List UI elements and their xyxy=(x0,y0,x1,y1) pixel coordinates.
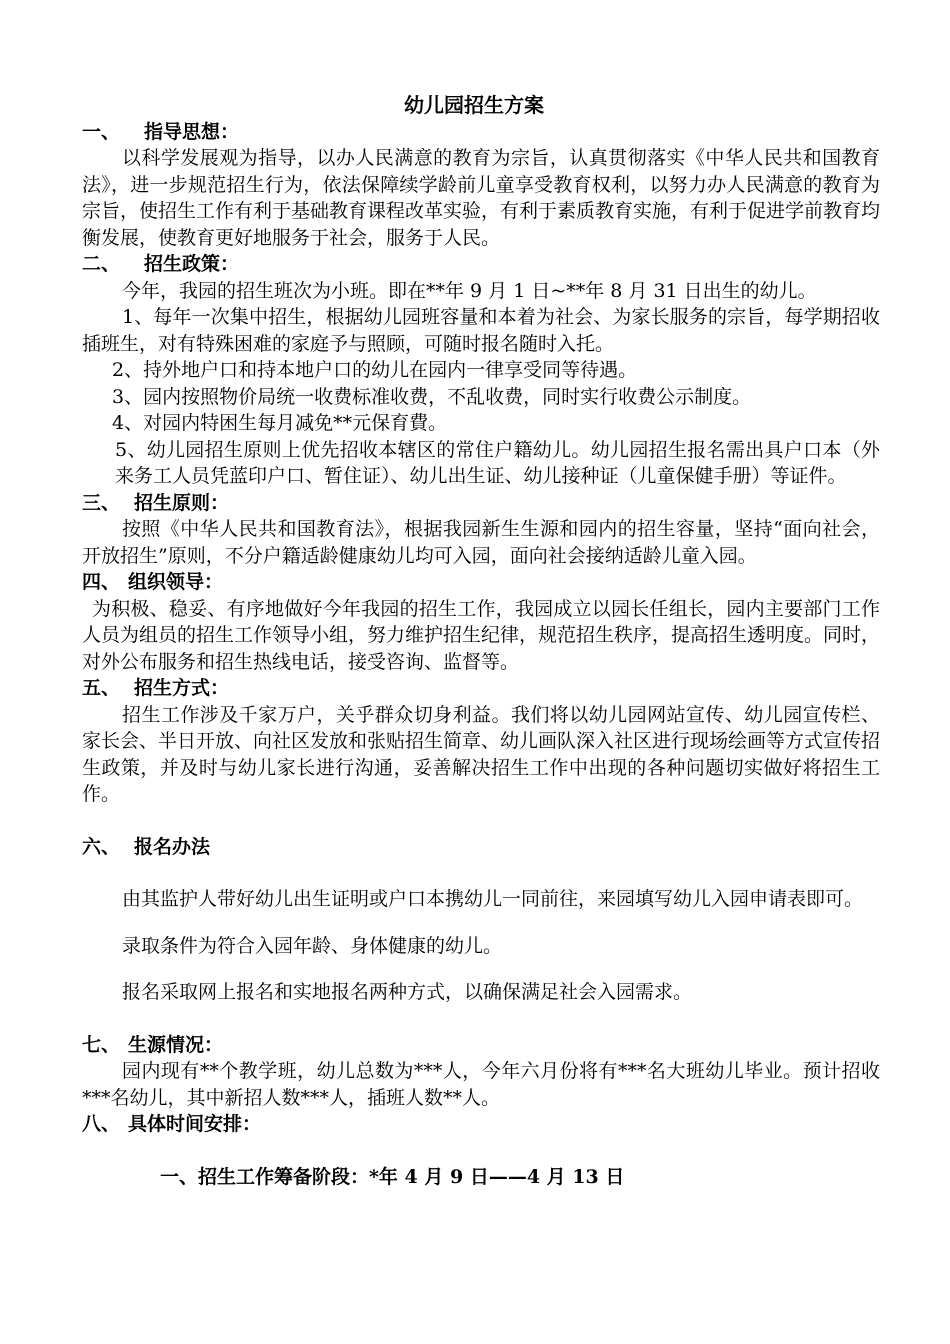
section-heading-4 xyxy=(82,569,880,596)
spacer xyxy=(82,860,880,886)
section-number: 五、 xyxy=(82,677,121,699)
section-number: 六、 xyxy=(82,835,121,858)
section-number: 二、 xyxy=(82,253,121,275)
list-item: 4、对园内特困生每月减免**元保育費。 xyxy=(112,412,448,434)
list-item: 5、幼儿园招生原则上优先招收本辖区的常住户籍幼儿。幼儿园招生报名需出具户口本（外来务工人员凭蓝印户口、暂住证）、幼儿出生证、幼儿接种证（儿童保健手册）等证件。 xyxy=(115,438,880,487)
list-item: 1、每年一次集中招生，根据幼儿园班容量和本着为社会、为家长服务的宗旨，每学期招收插班生，对有特殊困难的家庭予与照顾，可随时报名随时入托。 xyxy=(82,306,880,355)
paragraph: 今年，我园的招生班次为小班。即在**年 9 月 1 日~**年 8 月 31 日出生的幼儿。 xyxy=(122,279,817,302)
spacer xyxy=(82,808,880,834)
section-number: 七、 xyxy=(82,1033,121,1056)
document-title: 幼儿园招生方案 xyxy=(404,93,544,117)
section-title: 报名办法 xyxy=(134,835,211,858)
section-title: 指导思想： xyxy=(144,120,240,143)
section-heading-7 xyxy=(82,1032,880,1059)
section-heading-2 xyxy=(82,251,880,278)
section-heading-1 xyxy=(82,119,880,146)
section-number: 一、 xyxy=(82,120,121,143)
section-number: 三、 xyxy=(82,491,121,514)
paragraph: 按照《中华人民共和国教育法》，根据我园新生生源和园内的招生容量，坚持“面向社会，开放招生”原则，不分户籍适龄健康幼儿均可入园，面向社会接纳适龄儿童入园。 xyxy=(82,518,880,567)
section-heading-5 xyxy=(82,675,880,702)
spacer xyxy=(82,959,880,979)
section-title: 具体时间安排： xyxy=(128,1113,262,1135)
list-item: 2、持外地户口和持本地户口的幼儿在园内一律享受同等待遇。 xyxy=(112,359,638,381)
paragraph: 以科学发展观为指导，以办人民满意的教育为宗旨，认真贯彻落实《中华人民共和国教育法》，进一步规范招生行为，依法保障续学龄前儿童享受教育权利，以努力办人民满意的教育为宗旨，使招生工作有利于基础教育课程改革实验，有利于素质教育实施，有利于促进学前教育均衡发展，使教育更好地服务于社会，服务于人民。 xyxy=(82,147,881,249)
section-heading-6 xyxy=(82,834,880,861)
spacer xyxy=(82,1006,880,1032)
section-heading-3 xyxy=(82,490,880,517)
section-title: 招生方式： xyxy=(134,677,230,699)
section-title: 招生政策： xyxy=(144,253,240,275)
section-number: 四、 xyxy=(82,571,121,593)
paragraph: 报名采取网上报名和实地报名两种方式，以确保满足社会入园需求。 xyxy=(122,981,693,1003)
paragraph: 招生工作涉及千家万户，关乎群众切身利益。我们将以幼儿园网站宣传、幼儿园宣传栏、家长会、半日开放、向社区发放和张贴招生简章、幼儿画队深入社区进行现场绘画等方式宣传招生政策，并及时与幼儿家长进行沟通，妥善解决招生工作中出现的各种问题切实做好将招生工作。 xyxy=(82,703,881,805)
paragraph: 由其监护人带好幼儿出生证明或户口本携幼儿一同前往，来园填写幼儿入园申请表即可。 xyxy=(122,888,864,910)
section-title: 生源情况： xyxy=(128,1033,224,1056)
paragraph: 为积极、稳妥、有序地做好今年我园的招生工作，我园成立以园长任组长，园内主要部门工作人员为组员的招生工作领导小组，努力维护招生纪律，规范招生秩序，提高招生透明度。同时，对外公布服务和招生热线电话，接受咨询、监督等。 xyxy=(82,597,881,673)
section-number: 八、 xyxy=(82,1113,121,1135)
schedule-item: 一、招生工作筹备阶段：*年 4 月 9 日——4 月 13 日 xyxy=(160,1165,625,1188)
list-item: 3、园内按照物价局统一收费标准收费，不乱收费，同时实行收费公示制度。 xyxy=(112,385,752,408)
section-title: 组织领导： xyxy=(128,571,224,593)
section-heading-8 xyxy=(82,1111,880,1138)
paragraph: 园内现有**个教学班，幼儿总数为***人，今年六月份将有***名大班幼儿毕业。预计招收***名幼儿，其中新招人数***人，插班人数**人。 xyxy=(82,1060,880,1109)
paragraph: 录取条件为符合入园年龄、身体健康的幼儿。 xyxy=(122,934,503,957)
spacer xyxy=(82,913,880,933)
section-title: 招生原则： xyxy=(134,491,230,514)
